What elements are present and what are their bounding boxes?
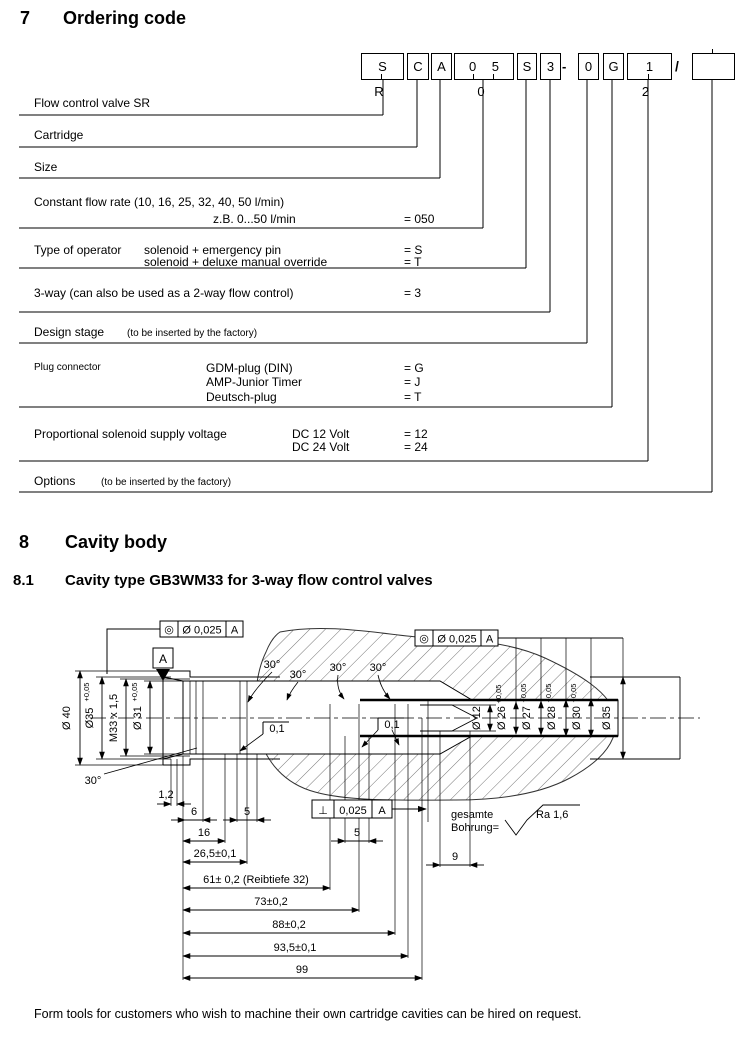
row-label: Flow control valve SR — [34, 96, 151, 110]
dim-label: Ø 40 — [61, 706, 73, 730]
row-label: 3-way (can also be used as a 2-way flow control) — [34, 286, 294, 300]
datum-ref: A — [230, 624, 239, 637]
code-box: G — [603, 53, 624, 80]
perpendicularity-frame — [312, 800, 426, 818]
tolerance-value: Ø 0,025 — [182, 624, 222, 637]
straightness-value: 0,1 — [384, 719, 400, 731]
surface-ra: Ra 1,6 — [536, 809, 569, 821]
cavity-drawing — [0, 612, 753, 1012]
code-separator-dash: - — [562, 59, 567, 74]
datum-flag — [153, 648, 173, 681]
code-separator-slash: / — [675, 58, 679, 74]
datum-label: A — [158, 652, 168, 666]
dim-text: 73±0,2 — [254, 896, 288, 908]
dim-sup: +0,05 — [494, 684, 503, 704]
datum-ref: A — [485, 633, 494, 646]
angle-label: 30° — [263, 659, 281, 671]
dim-sup: +0,05 — [544, 683, 553, 703]
concentricity-frame-left — [107, 621, 243, 674]
surface-text: Bohrung= — [451, 822, 500, 834]
row-label: Cartridge — [34, 128, 84, 142]
row-option: Deutsch-plug — [206, 390, 277, 404]
row-label: Options — [34, 474, 76, 488]
dim-text: 99 — [295, 964, 309, 976]
section7-title: Ordering code — [63, 8, 187, 28]
perpendicularity-icon: ⊥ — [318, 805, 328, 817]
section8-number: 8 — [19, 532, 30, 552]
code-box: 1 2 — [627, 53, 672, 80]
angle-label: 30° — [329, 662, 347, 674]
row-label: Plug connector — [34, 362, 101, 373]
row-option: solenoid + emergency pin — [144, 243, 282, 257]
dim-label: Ø 30 — [571, 706, 583, 730]
row-option: solenoid + deluxe manual override — [144, 255, 328, 269]
code-box: A — [431, 53, 452, 80]
dim-label: Ø35 — [84, 707, 96, 729]
angle-label: 30° — [289, 669, 307, 681]
row-option: AMP-Junior Timer — [206, 375, 303, 389]
dim-text: 1,2 — [158, 789, 174, 801]
code-box: 0 — [578, 53, 599, 80]
section8-title: Cavity body — [65, 532, 168, 552]
dim-sup: +0,05 — [519, 683, 528, 703]
row-value: = 12 — [404, 427, 428, 441]
dim-label: Ø 31 — [132, 706, 144, 730]
dim-label: M33 x 1,5 — [108, 693, 120, 743]
dim-sup: +0,05 — [82, 682, 91, 702]
row-value: = 050 — [404, 212, 435, 226]
code-box: 3 — [540, 53, 561, 80]
row-label: Design stage — [34, 325, 105, 339]
row-value: = T — [404, 255, 422, 269]
row-value: = 24 — [404, 440, 428, 454]
row-label: Size — [34, 160, 58, 174]
tolerance-value: 0,025 — [339, 805, 367, 817]
surface-finish-note — [451, 805, 580, 835]
dim-text: 9 — [451, 851, 459, 863]
dim-text: 5 — [353, 827, 361, 839]
code-box: 0 5 0 — [454, 53, 514, 80]
dim-text: 93,5±0,1 — [273, 942, 317, 954]
row-value: = 3 — [404, 286, 422, 300]
row-note: (to be inserted by the factory) — [127, 328, 258, 339]
dim-label: Ø 35 — [601, 706, 613, 730]
footer-note: Form tools for customers who wish to machine their own cartridge cavities can be hired on request. — [34, 1007, 582, 1021]
row-value: = J — [404, 375, 421, 389]
row-value: = S — [404, 243, 423, 257]
dim-label: Ø 27 — [521, 706, 533, 730]
datum-ref: A — [378, 805, 386, 817]
row-label: Constant flow rate (10, 16, 25, 32, 40, 50 l/min) — [34, 195, 285, 209]
dim-label: Ø 12 — [471, 706, 483, 730]
dim-text: 88±0,2 — [272, 919, 306, 931]
row-label: Type of operator — [34, 243, 122, 257]
row-option: DC 12 Volt — [292, 427, 350, 441]
tolerance-value: Ø 0,025 — [437, 633, 477, 646]
code-box: S R — [361, 53, 404, 80]
dim-text: 16 — [197, 827, 211, 839]
dim-text: 61± 0,2 (Reibtiefe 32) — [203, 874, 309, 886]
section7-number: 7 — [20, 8, 31, 28]
section8-sub-title: Cavity type GB3WM33 for 3-way flow control valves — [65, 572, 433, 589]
code-box: C — [407, 53, 429, 80]
dim-text: 6 — [190, 806, 198, 818]
concentricity-icon: ◎ — [419, 633, 429, 645]
row-value: = T — [404, 390, 422, 404]
concentricity-frame-right — [415, 630, 623, 646]
row-value: = G — [404, 361, 424, 375]
dim-sup: +0,05 — [130, 682, 139, 702]
row-example: z.B. 0...50 l/min — [213, 212, 296, 226]
dim-text: 5 — [243, 806, 251, 818]
angle-label: 30° — [369, 662, 387, 674]
dim-text: 26,5±0,1 — [193, 848, 237, 860]
straightness-value: 0,1 — [269, 723, 285, 735]
surface-text: gesamte — [451, 809, 494, 821]
angle-label: 30° — [84, 775, 102, 787]
row-label: Proportional solenoid supply voltage — [34, 427, 227, 441]
row-option: GDM-plug (DIN) — [206, 361, 293, 375]
dim-label: Ø 26 — [496, 706, 508, 730]
row-option: DC 24 Volt — [292, 440, 350, 454]
dim-label: Ø 28 — [546, 706, 558, 730]
code-box: S — [517, 53, 537, 80]
concentricity-icon: ◎ — [164, 624, 174, 636]
row-note: (to be inserted by the factory) — [101, 477, 232, 488]
section8-sub-number: 8.1 — [13, 572, 34, 589]
dim-sup: +0,05 — [569, 683, 578, 703]
